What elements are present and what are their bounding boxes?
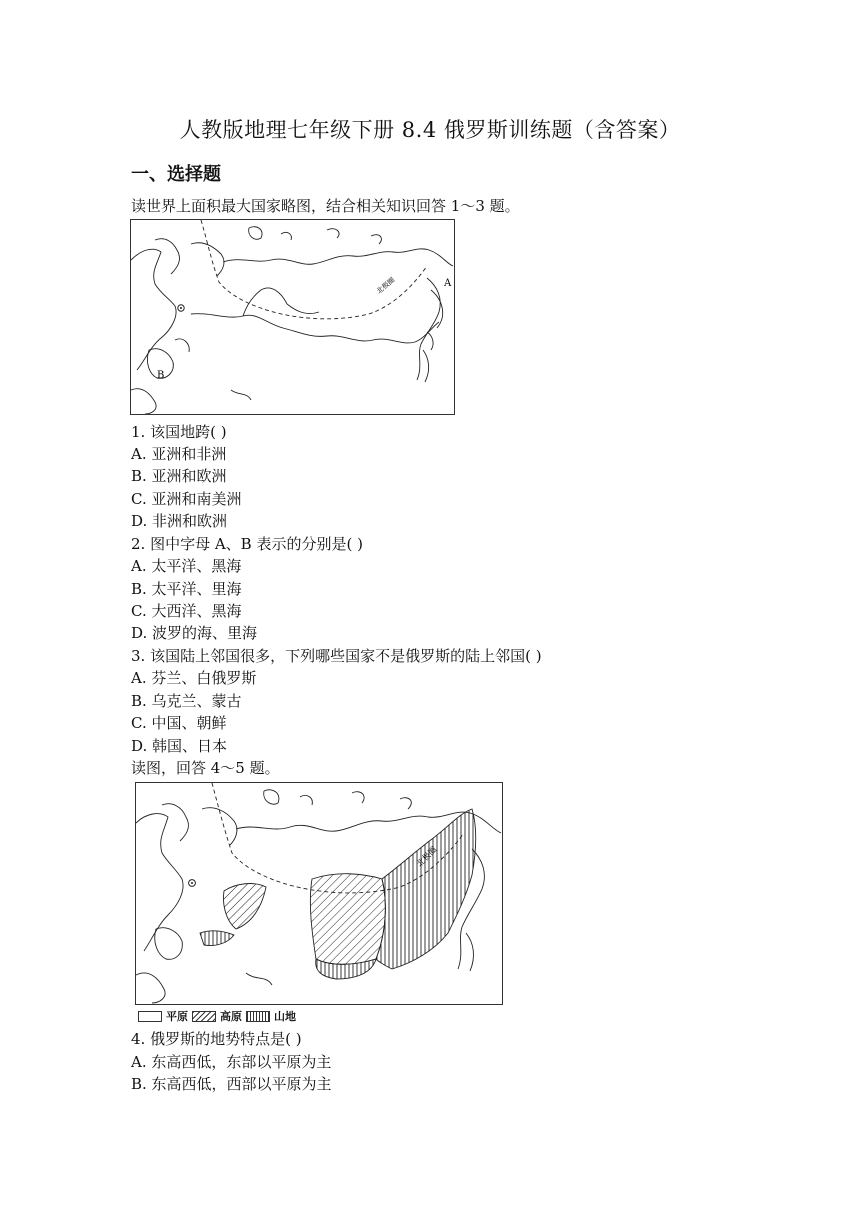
- q2-option-d: D. 波罗的海、里海: [131, 624, 258, 642]
- document-title: 人教版地理七年级下册 8.4 俄罗斯训练题（含答案）: [179, 118, 681, 142]
- q3-option-c: C. 中国、朝鲜: [131, 714, 227, 732]
- russia-terrain-map: [135, 782, 503, 1005]
- map-label-b: B: [157, 370, 165, 381]
- question-3-stem: 3. 该国陆上邻国很多，下列哪些国家不是俄罗斯的陆上邻国( ): [131, 647, 542, 665]
- q1-option-d: D. 非洲和欧洲: [131, 512, 228, 530]
- legend-label-plain: 平原: [166, 1010, 188, 1023]
- q1-option-a: A. 亚洲和非洲: [131, 445, 227, 463]
- q2-option-b: B. 太平洋、里海: [131, 580, 242, 598]
- q3-option-a: A. 芬兰、白俄罗斯: [131, 669, 257, 687]
- q4-option-b: B. 东高西低，西部以平原为主: [131, 1075, 332, 1093]
- russia-outline-map: [130, 219, 455, 415]
- q3-option-b: B. 乌克兰、蒙古: [131, 692, 242, 710]
- intro-text-1: 读世界上面积最大国家略图，结合相关知识回答 1～3 题。: [131, 197, 520, 215]
- question-2-stem: 2. 图中字母 A、B 表示的分别是( ): [131, 535, 363, 553]
- q2-option-a: A. 太平洋、黑海: [131, 557, 242, 575]
- legend-swatch-plain: [138, 1011, 162, 1022]
- legend-label-mountain: 山地: [274, 1010, 296, 1023]
- legend-swatch-mountain: [246, 1011, 270, 1022]
- q1-option-b: B. 亚洲和欧洲: [131, 467, 227, 485]
- question-4-stem: 4. 俄罗斯的地势特点是( ): [131, 1030, 302, 1048]
- q2-option-c: C. 大西洋、黑海: [131, 602, 242, 620]
- section-heading: 一、选择题: [131, 164, 221, 185]
- legend-label-plateau: 高原: [220, 1010, 242, 1023]
- arctic-circle-label-2: 北极圈: [415, 845, 439, 869]
- arctic-circle-label-1: 北极圈: [375, 275, 397, 296]
- terrain-legend: [138, 1008, 296, 1024]
- map-label-a: A: [444, 278, 452, 289]
- legend-swatch-plateau: [192, 1011, 216, 1022]
- intro-text-2: 读图，回答 4～5 题。: [131, 759, 280, 777]
- q3-option-d: D. 韩国、日本: [131, 737, 228, 755]
- question-1-stem: 1. 该国地跨( ): [131, 423, 227, 441]
- q1-option-c: C. 亚洲和南美洲: [131, 490, 242, 508]
- q4-option-a: A. 东高西低，东部以平原为主: [131, 1053, 332, 1071]
